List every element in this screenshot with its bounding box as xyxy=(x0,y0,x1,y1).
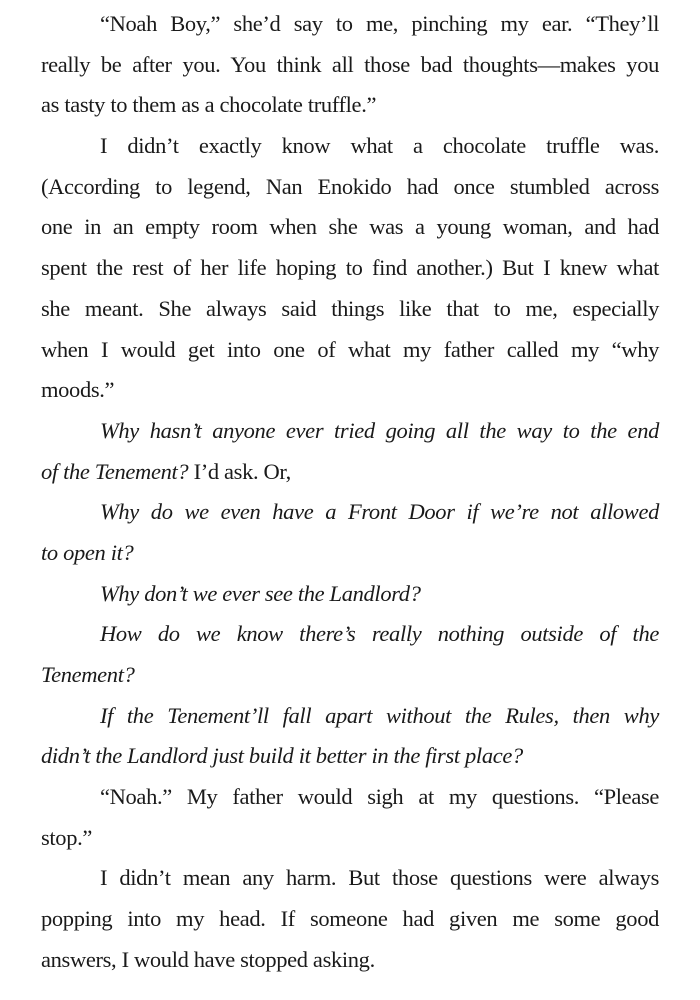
text-line: really be after you. You think all those bad thoughts—makes you xyxy=(41,51,659,77)
text-line: answers, I would have stopped asking. xyxy=(41,946,375,972)
text-line: “Noah Boy,” she’d say to me, pinching my ear. “They’ll xyxy=(100,11,659,36)
text-line: didn’t the Landlord just build it better in the first place? xyxy=(41,743,523,769)
paragraph xyxy=(41,858,659,980)
text-line xyxy=(41,452,659,493)
text-line: Why don’t we ever see the Landlord? xyxy=(100,580,421,606)
text-line: How do we know there’s really nothing outside of the xyxy=(100,621,659,647)
paragraph xyxy=(41,777,659,858)
text-line: as tasty to them as a chocolate truffle.” xyxy=(41,92,377,118)
paragraph xyxy=(41,614,659,695)
italic-question: of the Tenement? xyxy=(41,458,189,484)
paragraph xyxy=(41,696,659,777)
paragraph xyxy=(41,126,659,411)
text-line: one in an empty room when she was a young woman, and had xyxy=(41,214,659,240)
narration-tail: I’d ask. Or, xyxy=(188,458,291,484)
book-page xyxy=(41,4,659,981)
paragraph xyxy=(41,4,659,126)
text-line: “Noah.” My father would sigh at my questions. “Please xyxy=(100,784,659,810)
text-line: to open it? xyxy=(41,539,134,565)
text-line: when I would get into one of what my father called my “why xyxy=(41,336,659,362)
text-line: Why hasn’t anyone ever tried going all the way to the end xyxy=(100,417,659,443)
text-line: stop.” xyxy=(41,824,93,850)
text-line: she meant. She always said things like that to me, especially xyxy=(41,295,659,321)
text-line: Tenement? xyxy=(41,662,135,687)
paragraph xyxy=(41,492,659,573)
text-line: moods.” xyxy=(41,377,115,403)
text-line: I didn’t exactly know what a chocolate truffle was. xyxy=(100,133,659,159)
text-line: If the Tenement’ll fall apart without the Rules, then why xyxy=(100,702,659,728)
paragraph xyxy=(41,574,659,615)
text-line: spent the rest of her life hoping to find another.) But I knew what xyxy=(41,255,659,281)
paragraph xyxy=(41,411,659,492)
text-line: I didn’t mean any harm. But those questions were always xyxy=(100,865,659,891)
text-line: (According to legend, Nan Enokido had once stumbled across xyxy=(41,173,659,199)
text-line: Why do we even have a Front Door if we’re not allowed xyxy=(100,499,659,525)
text-line: popping into my head. If someone had given me some good xyxy=(41,906,659,932)
